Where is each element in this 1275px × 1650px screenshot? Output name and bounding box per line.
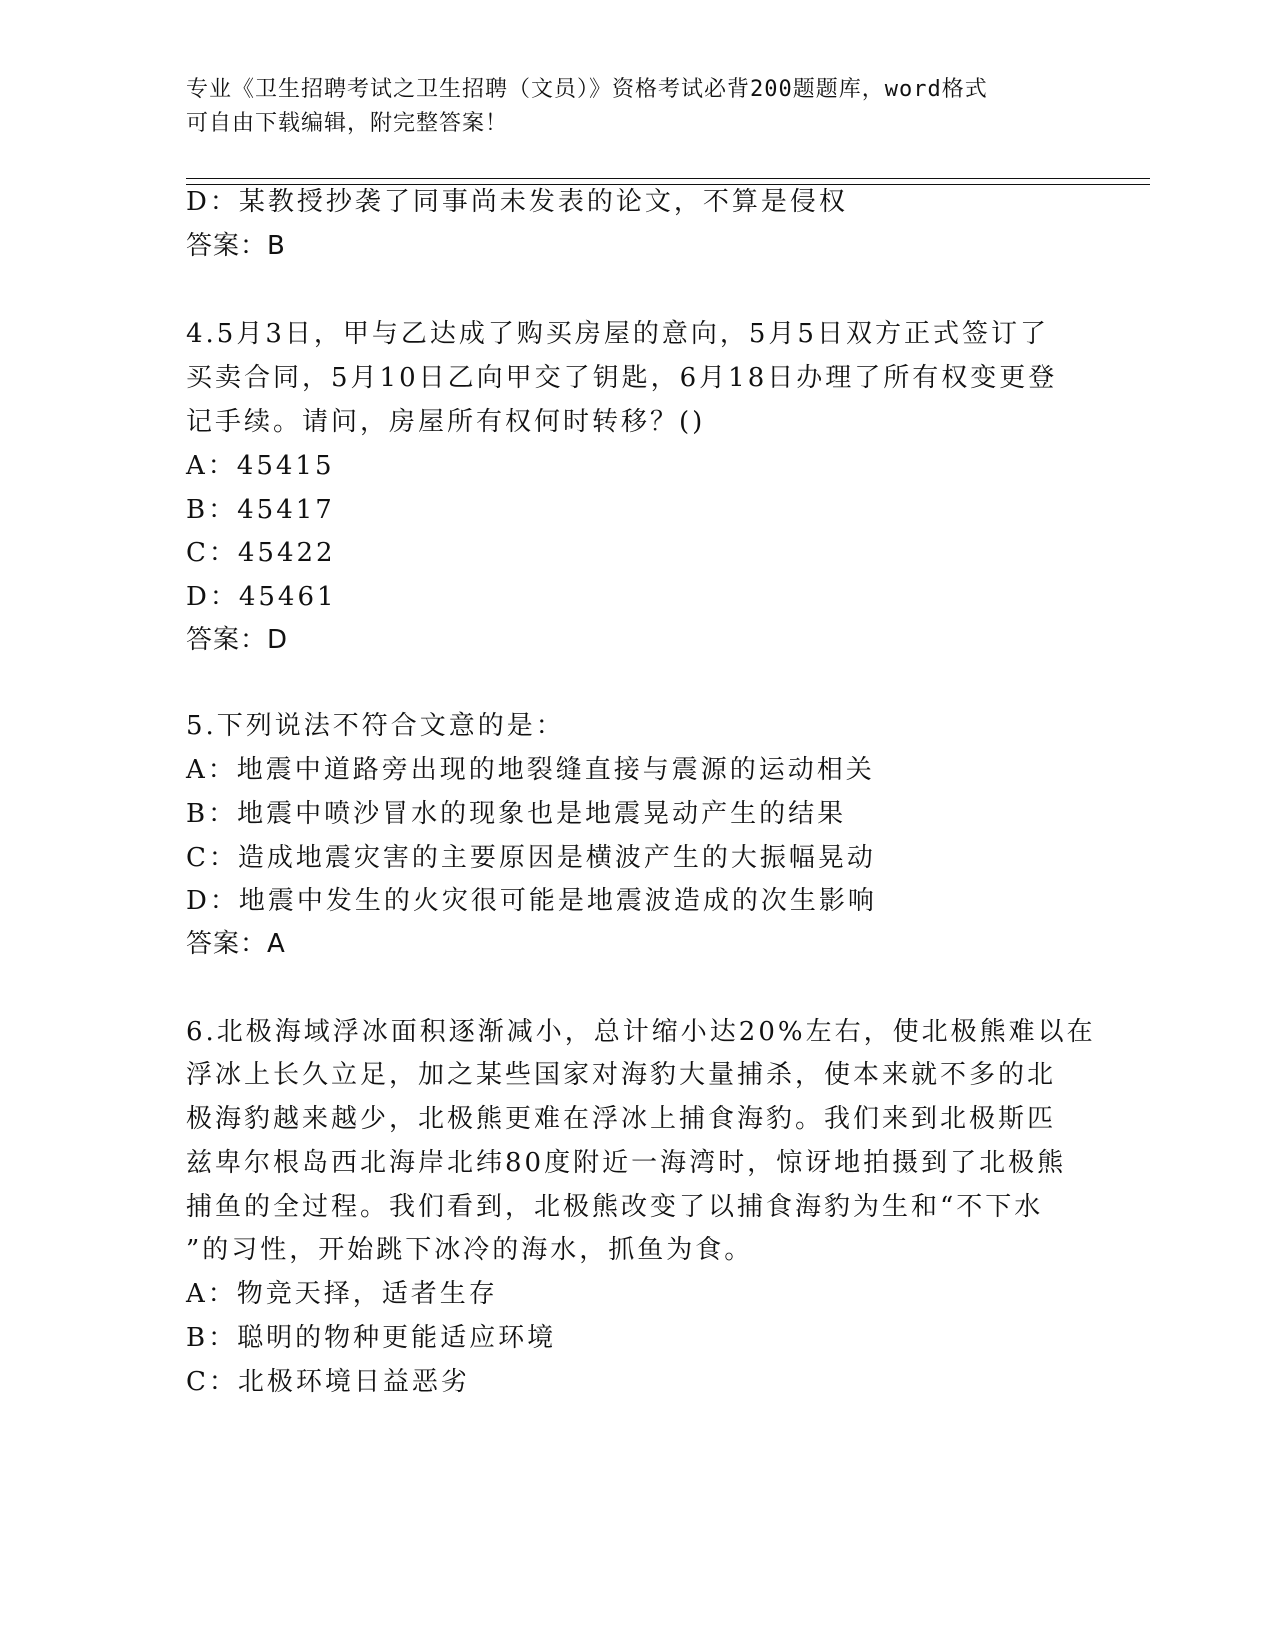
q6-option-a: A：物竞天择，适者生存 [186, 1279, 498, 1309]
document-header [186, 73, 1066, 141]
q6-stem-line-5: 捕鱼的全过程。我们看到，北极熊改变了以捕食海豹为生和“不下水 [186, 1192, 1044, 1222]
q4-option-b: B：45417 [186, 495, 335, 525]
q6-option-c: C：北极环境日益恶劣 [186, 1367, 470, 1397]
q4-option-d: D：45461 [186, 582, 337, 612]
q4-option-c: C：45422 [186, 538, 336, 568]
q5-option-a: A：地震中道路旁出现的地裂缝直接与震源的运动相关 [186, 755, 875, 785]
q6-option-b: B：聪明的物种更能适应环境 [186, 1323, 557, 1353]
q4-stem-line-1: 4.5月3日，甲与乙达成了购买房屋的意向，5月5日双方正式签订了 [186, 319, 1049, 349]
q4-stem-line-3: 记手续。请问，房屋所有权何时转移？() [186, 407, 706, 437]
q4-stem-line-2: 买卖合同，5月10日乙向甲交了钥匙，6月18日办理了所有权变更登 [186, 363, 1058, 393]
q5-option-d: D：地震中发生的火灾很可能是地震波造成的次生影响 [186, 886, 877, 916]
q3-option-d: D：某教授抄袭了同事尚未发表的论文，不算是侵权 [186, 187, 848, 217]
q6-stem-line-6: ”的习性，开始跳下冰冷的海水，抓鱼为食。 [186, 1235, 754, 1265]
q3-answer: 答案：B [186, 231, 286, 261]
header-rule-top [186, 178, 1150, 179]
q6-stem-line-4: 兹卑尔根岛西北海岸北纬80度附近一海湾时，惊讶地拍摄到了北极熊 [186, 1148, 1067, 1178]
q5-stem-line-1: 5.下列说法不符合文意的是： [186, 711, 565, 741]
header-line-2: 可自由下载编辑，附完整答案！ [186, 111, 509, 136]
q6-stem-line-1: 6.北极海域浮冰面积逐渐减小，总计缩小达20%左右，使北极熊难以在 [186, 1017, 1096, 1047]
q4-answer: 答案：D [186, 625, 289, 655]
q6-stem-line-3: 极海豹越来越少，北极熊更难在浮冰上捕食海豹。我们来到北极斯匹 [186, 1104, 1057, 1134]
q5-option-c: C：造成地震灾害的主要原因是横波产生的大振幅晃动 [186, 843, 876, 873]
header-line-1: 专业《卫生招聘考试之卫生招聘（文员）》资格考试必背200题题库，word格式 [186, 77, 988, 102]
q5-option-b: B：地震中喷沙冒水的现象也是地震晃动产生的结果 [186, 799, 847, 829]
q6-stem-line-2: 浮冰上长久立足，加之某些国家对海豹大量捕杀，使本来就不多的北 [186, 1060, 1057, 1090]
q4-option-a: A：45415 [186, 451, 335, 481]
q5-answer: 答案：A [186, 929, 286, 959]
